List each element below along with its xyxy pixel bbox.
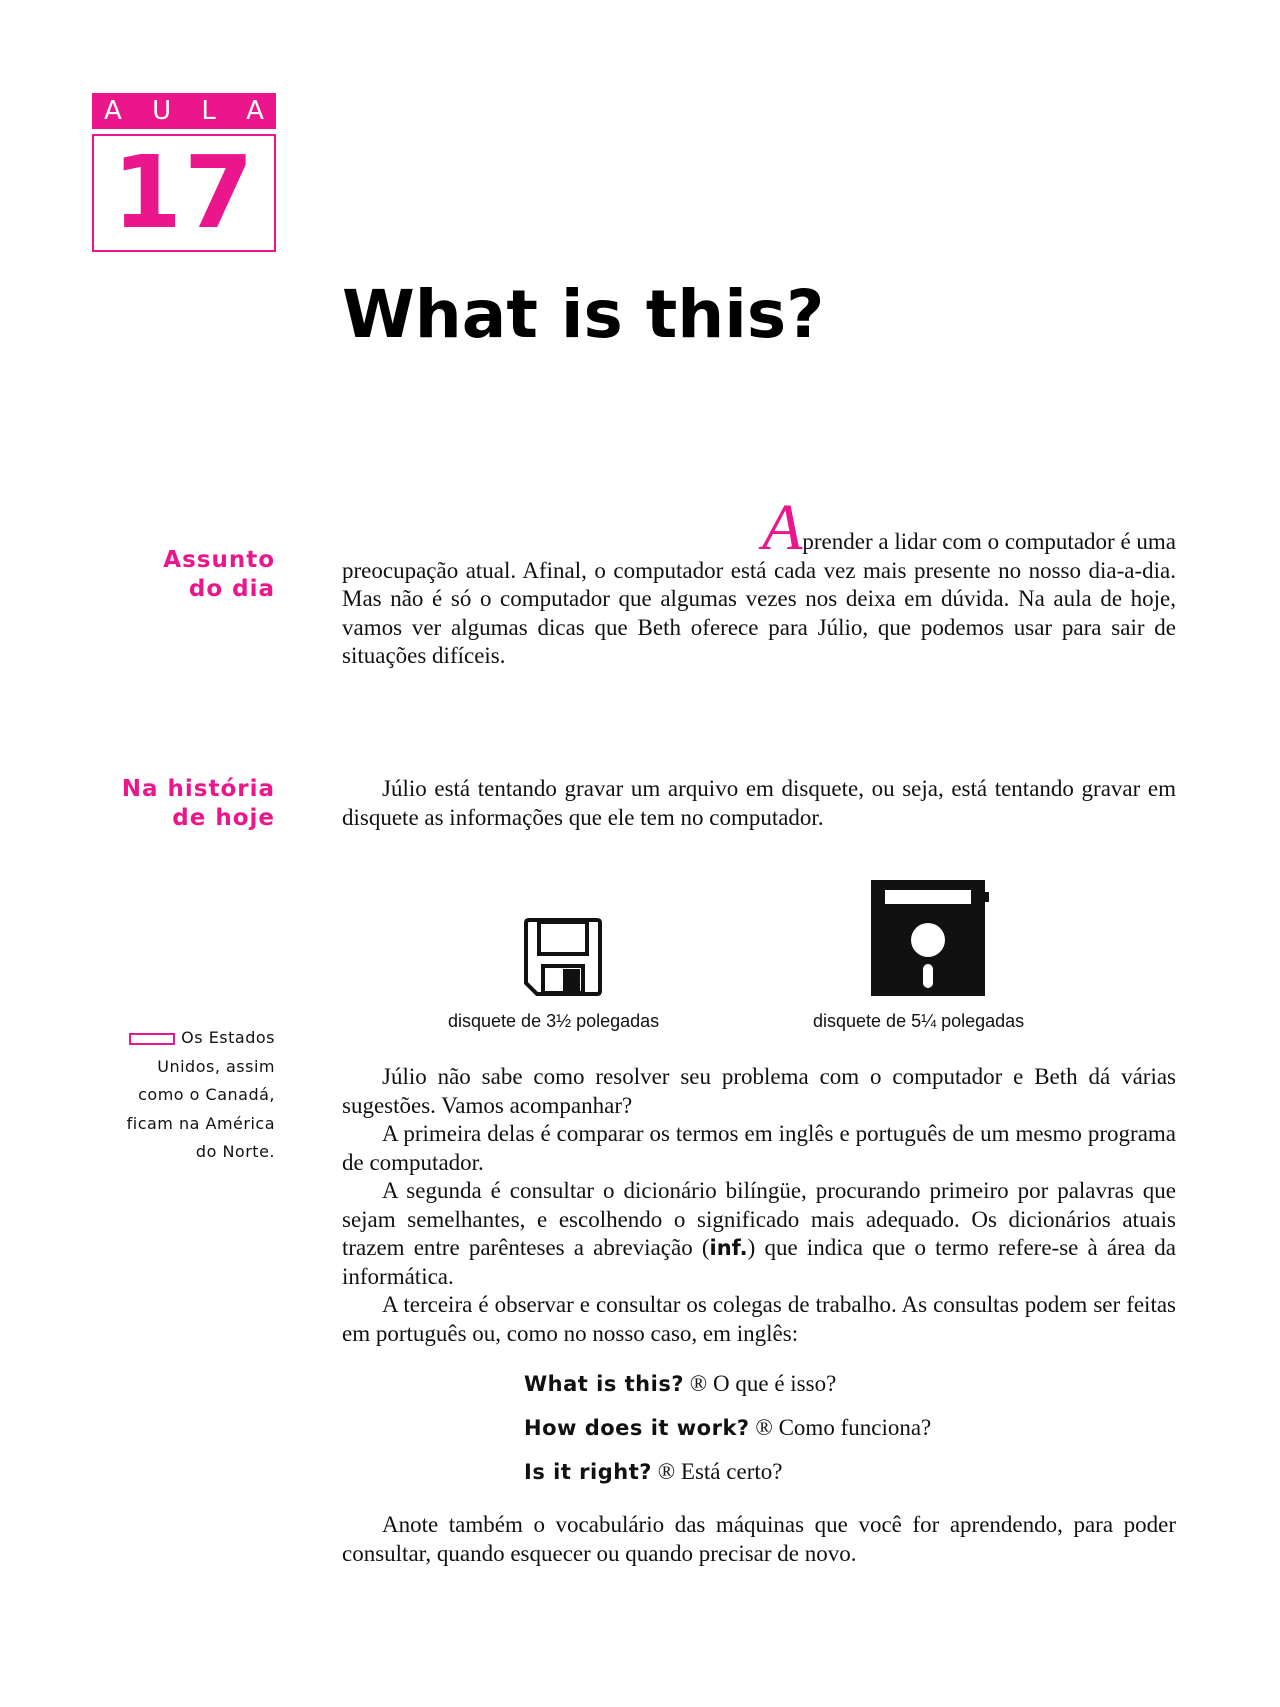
lesson-label-letter: U <box>152 96 172 126</box>
phrase-list <box>524 1362 931 1494</box>
intro-first-line <box>342 491 1176 564</box>
section-heading-historia <box>122 775 275 833</box>
floppy-disk-3-5-icon <box>523 917 603 997</box>
paragraph-text: A segunda é consultar o dicionário bilíngüe, procurando primeiro por palavras que sejam semelhantes, e escolhendo o significado mais adequado. Os dicionários atuais trazem entre parênteses a abreviação ( <box>342 1178 1176 1260</box>
margin-note-line: ficam na América <box>126 1113 275 1133</box>
phrase-item <box>524 1362 931 1406</box>
lesson-label-letter: A <box>246 96 264 126</box>
section-heading-assunto <box>163 546 275 604</box>
phrase-portuguese: Como funciona? <box>778 1415 932 1440</box>
story-intro <box>342 775 1176 832</box>
margin-note-line: do Norte. <box>195 1142 275 1161</box>
section-heading-line: Assunto <box>163 547 275 573</box>
lesson-number: 17 <box>92 134 276 252</box>
floppy-disk-5-25-icon <box>871 880 989 996</box>
phrase-symbol: ® <box>657 1459 676 1484</box>
section-heading-line: do dia <box>188 576 275 602</box>
phrase-portuguese: Está certo? <box>680 1459 783 1484</box>
paragraph: A primeira delas é comparar os termos em inglês e português de um mesmo programa de computador. <box>342 1121 1176 1175</box>
phrase-english: Is it right? <box>524 1460 652 1484</box>
margin-note-text: Os Estados <box>181 1028 275 1047</box>
margin-note-line: Unidos, assim <box>157 1056 275 1076</box>
phrase-english: How does it work? <box>524 1416 750 1440</box>
intro-body: preocupação atual. Afinal, o computador está cada vez mais presente no nosso dia-a-dia. Mas não é só o computador que algumas vezes nos deixa em dúvida. Na aula de hoje, vamos ver algumas dicas que Beth oferece para Júlio, que podemos usar para sair de situações difíceis. <box>342 557 1176 668</box>
phrase-item <box>524 1406 931 1450</box>
phrase-symbol: ® <box>689 1371 708 1396</box>
abbreviation-inf: inf. <box>709 1236 748 1260</box>
story-intro-text: Júlio está tentando gravar um arquivo em disquete, ou seja, está tentando gravar em disquete as informações que ele tem no computador. <box>342 776 1176 830</box>
drop-cap: A <box>762 491 803 564</box>
paragraph <box>342 1177 1176 1291</box>
section-heading-line: de hoje <box>172 805 275 831</box>
phrase-symbol: ® <box>755 1415 773 1440</box>
floppy-3-5-caption: disquete de 3½ polegadas <box>448 1011 660 1031</box>
intro-first-line-text: prender a lidar com o computador é uma <box>802 529 1176 554</box>
phrase-portuguese: O que é isso? <box>713 1371 837 1396</box>
paragraph: A terceira é observar e consultar os colegas de trabalho. As consultas podem ser feitas em português ou, como no nosso caso, em inglês: <box>342 1292 1176 1346</box>
floppy-5-25-caption: disquete de 5¼ polegadas <box>813 1011 1025 1031</box>
paragraph: Anote também o vocabulário das máquinas que você for aprendendo, para poder consultar, quando esquecer ou quando precisar de novo. <box>342 1512 1176 1566</box>
margin-note-line <box>95 1024 275 1053</box>
closing-block <box>342 1511 1176 1568</box>
suggestions-block <box>342 1063 1176 1348</box>
page-title: What is this? <box>342 276 825 353</box>
lesson-label-bar <box>92 93 276 129</box>
paragraph: Júlio não sabe como resolver seu problema com o computador e Beth dá várias sugestões. Vamos acompanhar? <box>342 1064 1176 1118</box>
intro-paragraph <box>342 491 1176 671</box>
note-marker <box>129 1033 175 1045</box>
margin-note-line: como o Canadá, <box>138 1085 275 1104</box>
lesson-label-letter: A <box>104 96 122 126</box>
paragraph-text: ) que indica que o termo refere-se à área da informática. <box>342 1235 1177 1289</box>
phrase-item <box>524 1450 931 1494</box>
margin-note <box>95 1024 275 1167</box>
lesson-label-letter: L <box>201 96 216 126</box>
section-heading-line: Na história <box>121 776 275 802</box>
phrase-english: What is this? <box>524 1372 685 1396</box>
